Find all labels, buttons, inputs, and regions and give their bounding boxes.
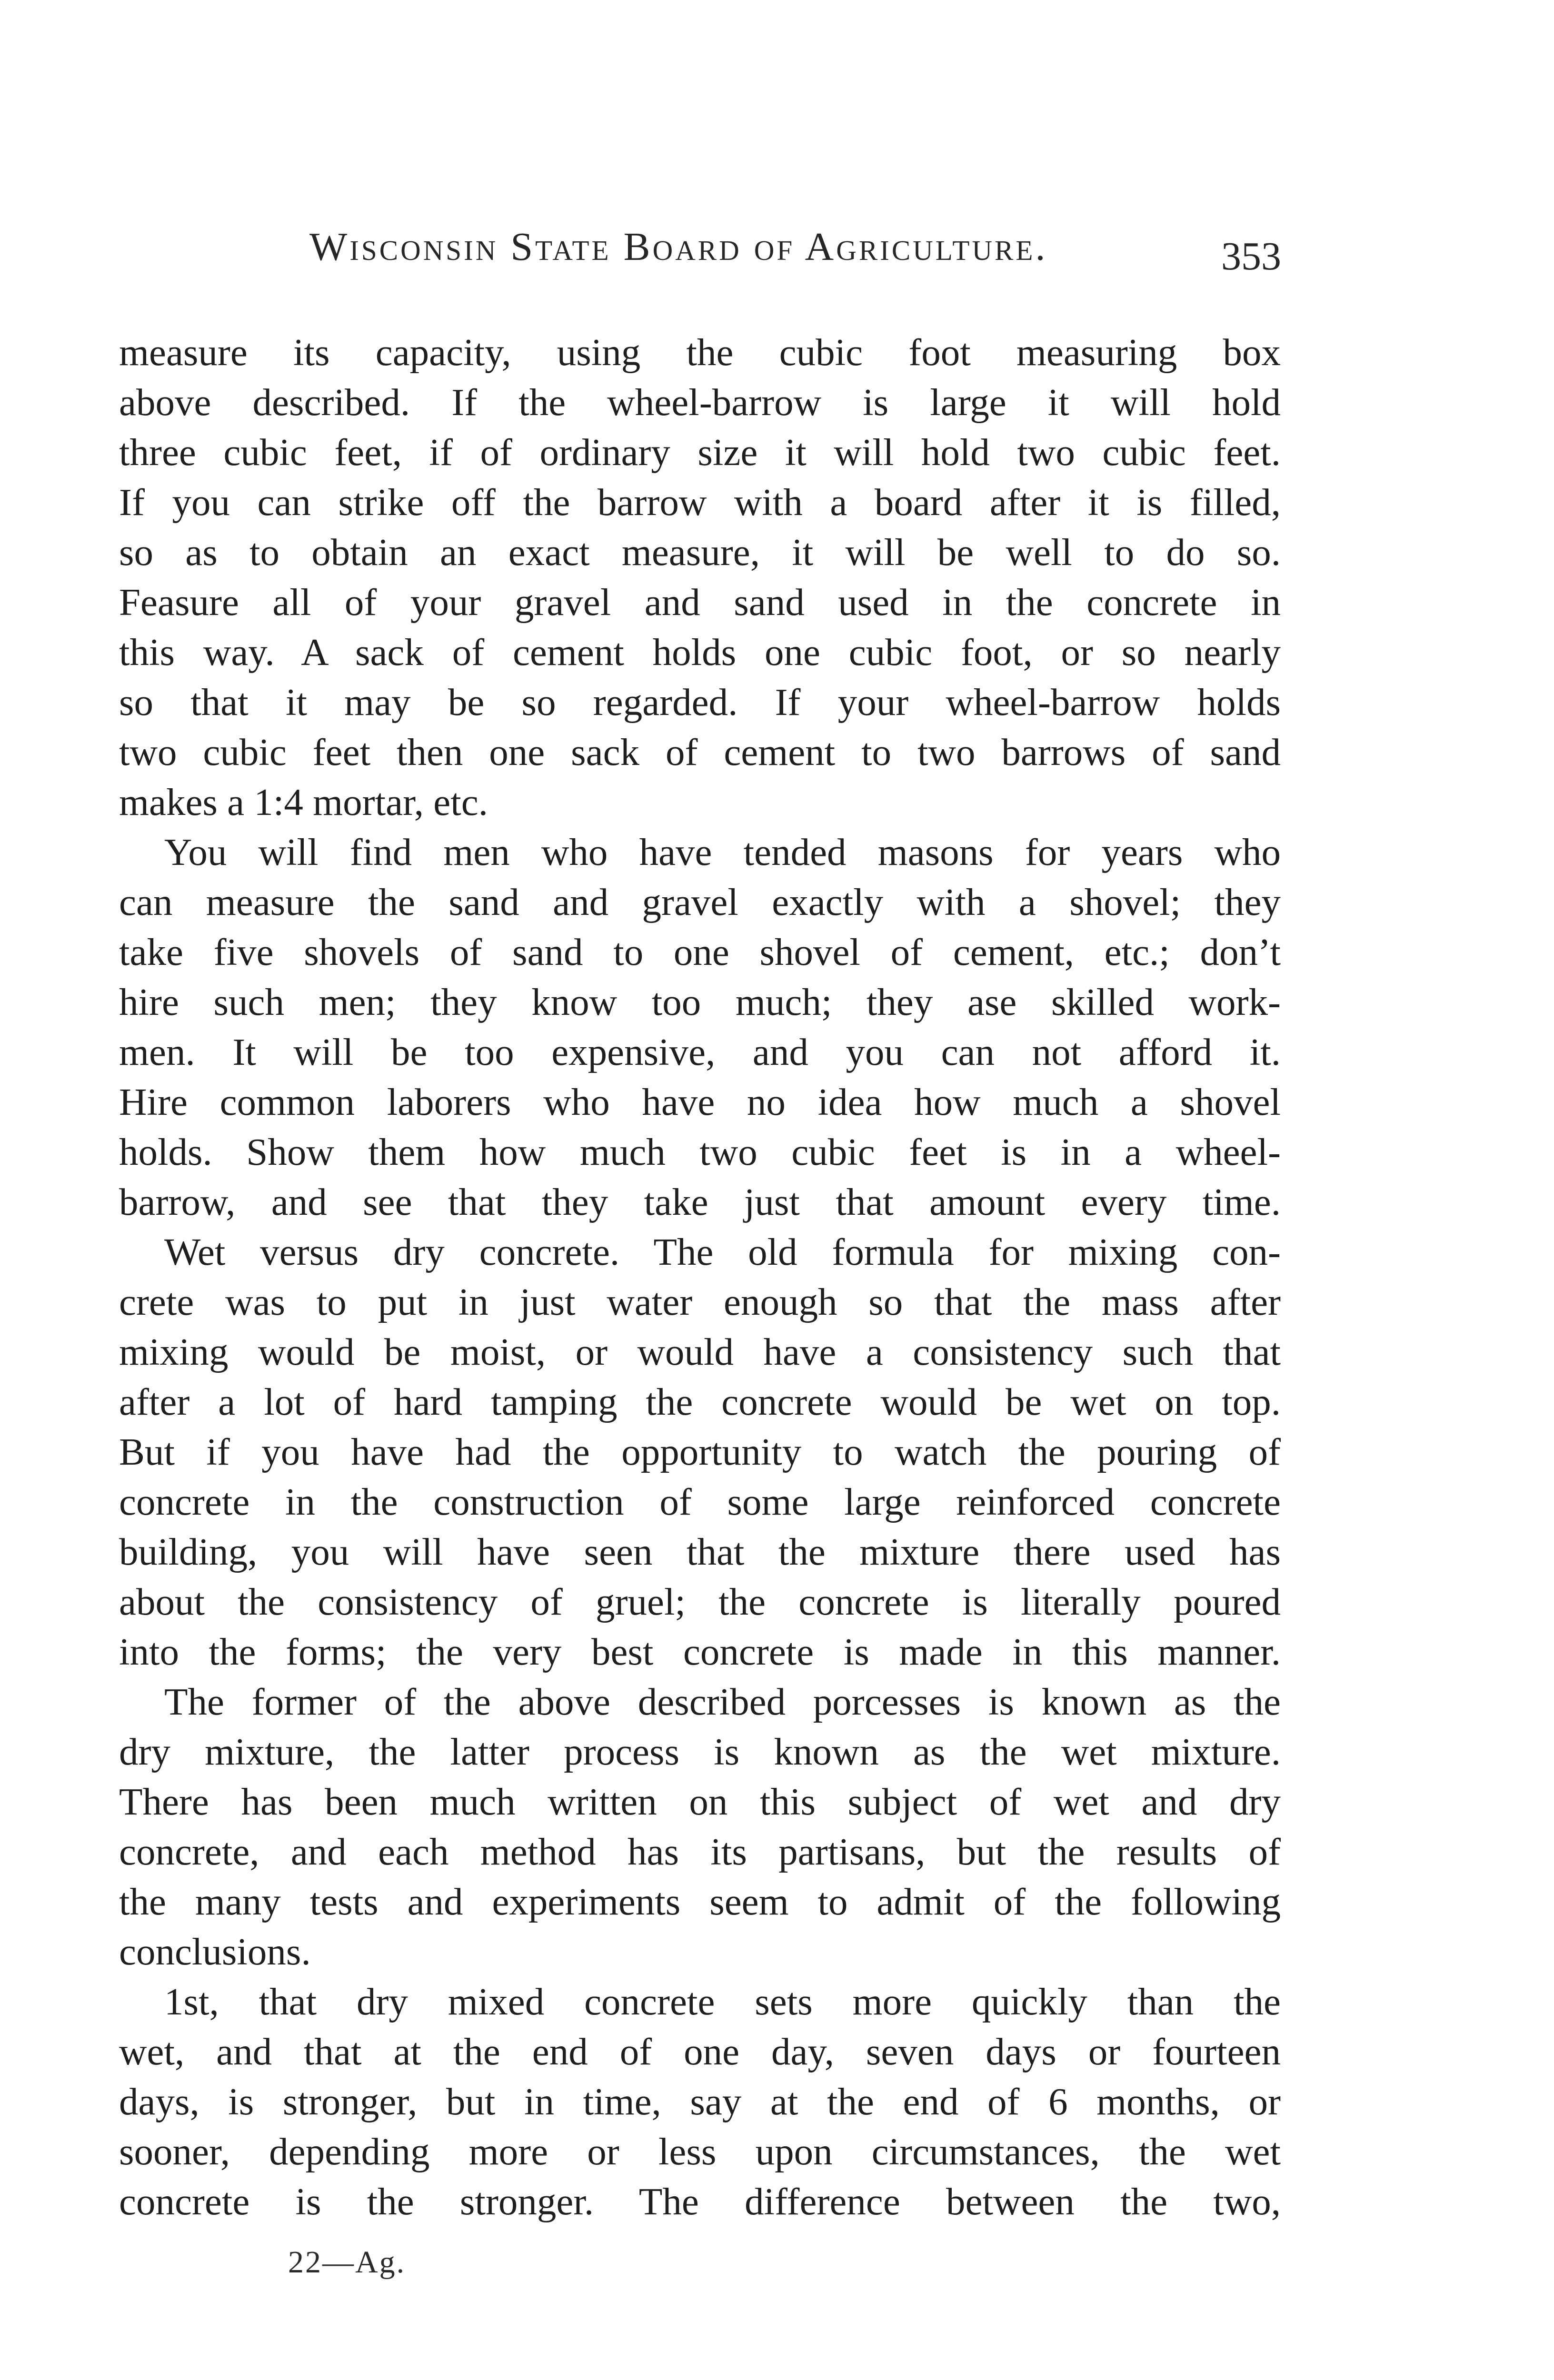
- text-line: dry mixture, the latter process is known as the wet mixture.: [119, 1730, 1281, 1773]
- text-line: two cubic feet then one sack of cement to two barrows of sand: [119, 731, 1281, 774]
- text-line: You will find men who have tended masons for years who: [164, 831, 1281, 873]
- text-line: Hire common laborers who have no idea how much a shovel: [119, 1081, 1281, 1123]
- text-line: this way. A sack of cement holds one cubic foot, or so nearly: [119, 631, 1281, 674]
- text-line: concrete in the construction of some large reinforced concrete: [119, 1480, 1281, 1523]
- text-line: men. It will be too expensive, and you can not afford it.: [119, 1031, 1281, 1073]
- text-line: into the forms; the very best concrete is made in this manner.: [119, 1630, 1281, 1673]
- text-line: hire such men; they know too much; they ase skilled work-: [119, 981, 1281, 1023]
- text-line: building, you will have seen that the mixture there used has: [119, 1530, 1281, 1573]
- text-line: makes a 1:4 mortar, etc.: [119, 781, 488, 823]
- text-line: concrete is the stronger. The difference between the two,: [119, 2180, 1281, 2223]
- text-line: wet, and that at the end of one day, seven days or fourteen: [119, 2030, 1281, 2073]
- text-line: three cubic feet, if of ordinary size it will hold two cubic feet.: [119, 431, 1281, 474]
- text-line: so that it may be so regarded. If your wheel-barrow holds: [119, 681, 1281, 724]
- text-line: the many tests and experiments seem to admit of the following: [119, 1880, 1281, 1923]
- text-line: days, is stronger, but in time, say at the end of 6 months, or: [119, 2080, 1281, 2123]
- text-line: take five shovels of sand to one shovel of cement, etc.; don’t: [119, 931, 1281, 973]
- page-number: 353: [1221, 234, 1281, 278]
- text-line: Feasure all of your gravel and sand used in the concrete in: [119, 581, 1281, 624]
- text-line: holds. Show them how much two cubic feet is in a wheel-: [119, 1130, 1281, 1173]
- body-text: [119, 327, 1281, 2227]
- running-head-title: Wisconsin State Board of Agriculture.: [309, 225, 1048, 269]
- text-line: after a lot of hard tamping the concrete would be wet on top.: [119, 1380, 1281, 1423]
- text-line: can measure the sand and gravel exactly with a shovel; they: [119, 881, 1281, 923]
- text-line: about the consistency of gruel; the concrete is literally poured: [119, 1580, 1281, 1623]
- text-line: concrete, and each method has its partisans, but the results of: [119, 1830, 1281, 1873]
- text-line: sooner, depending more or less upon circumstances, the wet: [119, 2130, 1281, 2173]
- text-line: mixing would be moist, or would have a consistency such that: [119, 1330, 1281, 1373]
- text-line: crete was to put in just water enough so that the mass after: [119, 1280, 1281, 1323]
- text-line: above described. If the wheel-barrow is large it will hold: [119, 381, 1281, 424]
- text-line: If you can strike off the barrow with a board after it is filled,: [119, 481, 1281, 524]
- text-line: Wet versus dry concrete. The old formula for mixing con-: [164, 1230, 1281, 1273]
- text-line: But if you have had the opportunity to watch the pouring of: [119, 1430, 1281, 1473]
- text-line: so as to obtain an exact measure, it will be well to do so.: [119, 531, 1281, 574]
- text-line: 1st, that dry mixed concrete sets more quickly than the: [164, 1980, 1281, 2023]
- signature-mark: 22—Ag.: [288, 2245, 406, 2280]
- text-line: There has been much written on this subject of wet and dry: [119, 1780, 1281, 1823]
- text-line: barrow, and see that they take just that amount every time.: [119, 1180, 1281, 1223]
- text-line: measure its capacity, using the cubic foot measuring box: [119, 331, 1281, 374]
- text-line: conclusions.: [119, 1930, 311, 1973]
- text-line: The former of the above described porcesses is known as the: [164, 1680, 1281, 1723]
